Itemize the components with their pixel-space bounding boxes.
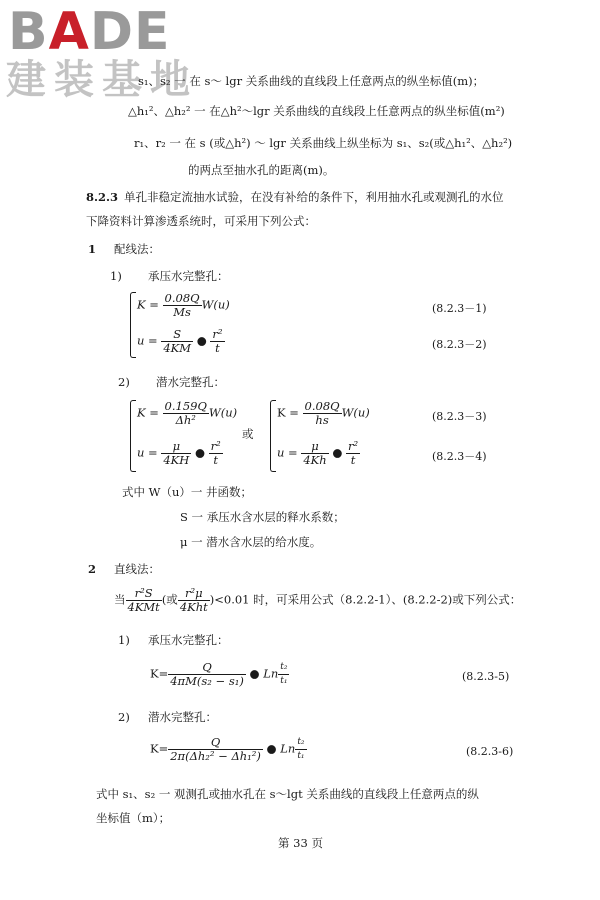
method1-sub2-title: 潜水完整孔： (156, 375, 225, 389)
equation-8-2-3-6: K= $\frac{Q}{\text{2π(Δh₂² − Δh₁²)}}$ ● Ln $\frac{\text{t₂}}{\text{t₁}}$ (150, 735, 305, 763)
equation-brace (130, 292, 136, 358)
equation-8-2-3-5: K= $\frac{Q}{\text{4πM(s₂ − s₁)}}$ ● Ln $\frac{\text{t₂}}{\text{t₁}}$ (150, 660, 288, 688)
equation-number: (8.2.3－3) (432, 410, 487, 423)
equation-number: (8.2.3－1) (432, 302, 487, 315)
method2-number: 2 (88, 562, 97, 576)
method1-number: 1 (88, 242, 97, 256)
equation-8-2-3-4-b: u = $\frac{\mu}{4Kh̄}$ ● $\frac{\text{r²}}{t}$ (277, 439, 359, 467)
equation-8-2-3-1: K = $\frac{0.08Q}{Ms}$ W(u) (137, 291, 230, 319)
def-S: S 一 承压水含水层的释水系数； (180, 510, 345, 524)
def-s-lgt: 式中 s₁、s₂ 一 观测孔或抽水孔在 s～lgt 关系曲线的直线段上任意两点的纵 (96, 787, 479, 801)
page-number: 第 33 页 (278, 836, 323, 850)
equation-number: (8.2.3－2) (432, 338, 487, 351)
brand-tagline: 建装基地 (6, 57, 198, 103)
or-word: 或 (242, 427, 254, 441)
section-text-1: 单孔非稳定流抽水试验，在没有补给的条件下，利用抽水孔或观测孔的水位 (124, 190, 504, 204)
method2-sub1-number: 1) (118, 633, 130, 647)
brand-logo: BADE (8, 2, 171, 62)
method2-sub1-title: 承压水完整孔： (148, 633, 229, 647)
def-w: 式中 W（u）一 井函数； (122, 485, 253, 499)
def-r-cont: 的两点至抽水孔的距离(m)。 (188, 163, 335, 177)
section-number: 8.2.3 (86, 190, 119, 204)
section-text-2: 下降资料计算渗透系统时，可采用下列公式： (86, 214, 316, 228)
method1-sub1-number: 1) (110, 269, 122, 283)
method2-sub2-title: 潜水完整孔： (148, 710, 217, 724)
condition-line: 当 $\frac{\text{r²S}}{\text{4KMt}}$ (或 $\frac{\text{r²μ}}{4Kh̄t}$ )<0.01 时，可采用公式（8.2.2-1）、(8.2.2-2)或下列公式： (114, 586, 522, 614)
equation-8-2-3-3-a: K = $\frac{0.159Q}{\text{Δh²}}$ W(u) (137, 399, 238, 427)
method1-sub2-number: 2) (118, 375, 130, 389)
method2-sub2-number: 2) (118, 710, 130, 724)
equation-brace (130, 400, 136, 472)
equation-number: (8.2.3-6) (466, 745, 514, 758)
equation-number: (8.2.3－4) (432, 450, 487, 463)
def-r: r₁、r₂ 一 在 s (或△h²) ～ lgr 关系曲线上纵坐标为 s₁、s₂(或△h₁²、△h₂²) (134, 136, 513, 150)
equation-8-2-3-4-a: u = $\frac{\mu}{4KH}$ ● $\frac{\text{r²}}{t}$ (137, 439, 221, 467)
method1-sub1-title: 承压水完整孔： (148, 269, 229, 283)
def-s: s₁、s₂ 一 在 s～ lgr 关系曲线的直线段上任意两点的纵坐标值(m)； (138, 74, 485, 88)
def-mu: μ 一 潜水含水层的给水度。 (180, 535, 322, 549)
method1-title: 配线法： (114, 242, 160, 256)
method2-title: 直线法： (114, 562, 160, 576)
equation-8-2-3-3-b: K = $\frac{0.08Q}{h̄s}$ W(u) (277, 399, 370, 427)
def-s-lgt-cont: 坐标值（m）； (96, 811, 171, 825)
equation-brace (270, 400, 276, 472)
equation-number: (8.2.3-5) (462, 670, 510, 683)
def-dh: △h₁²、△h₂² 一 在△h²～lgr 关系曲线的直线段上任意两点的纵坐标值(m²) (128, 104, 505, 118)
equation-8-2-3-2: u = $\frac{S}{4KM}$ ● $\frac{\text{r²}}{t}$ (137, 327, 223, 355)
